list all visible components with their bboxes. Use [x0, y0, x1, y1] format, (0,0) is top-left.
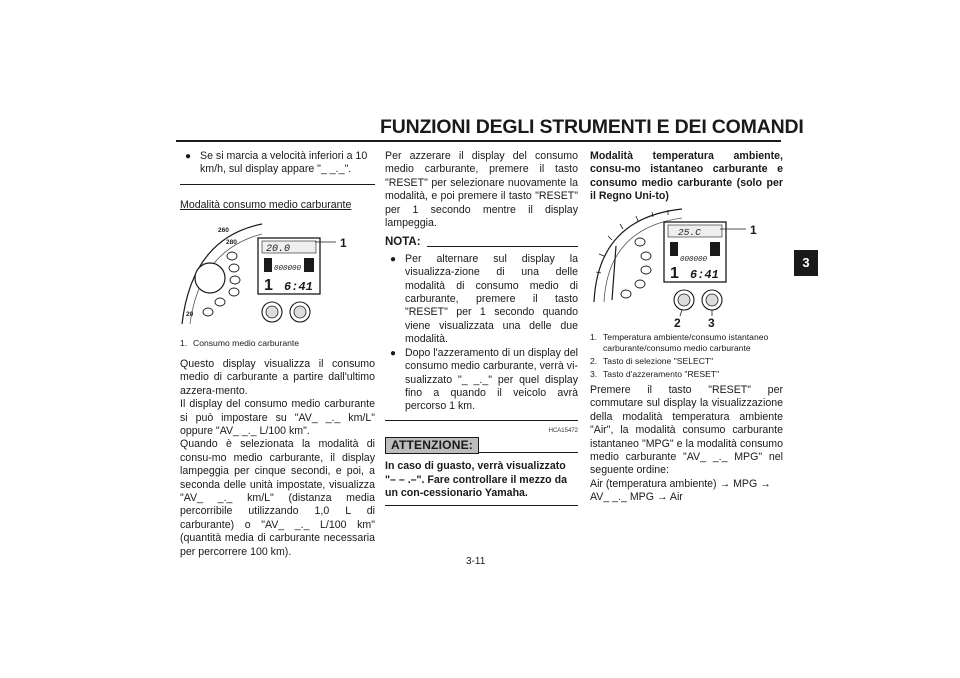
indicator-light [635, 280, 645, 288]
figure-caption-1: 1. Consumo medio carburante [180, 338, 300, 348]
fuel-gauge-bar [264, 258, 272, 272]
section-title-uk-modes: Modalità temperatura ambiente, consu-mo istantaneo carburante e consumo medio carburante (solo per il Regno Uni-to) [590, 150, 783, 203]
paragraph: Premere il tasto "RESET" per commutare sul display la visualizzazione della modalità temperatura ambiente "Air", la modalità consumo carburante istantaneo "MPG" e la modalità consumo medio carburante "AV_ _._ MPG" nel seguente ordine: [590, 384, 783, 477]
lcd-clock: 6:41 [690, 268, 719, 282]
indicator-light [230, 276, 240, 284]
nota-header [385, 236, 578, 249]
caption-text: Temperatura ambiente/consumo istantaneo carburante/consumo medio carburante [603, 332, 769, 353]
nota-label: NOTA: [385, 236, 421, 249]
temp-gauge-bar [304, 258, 314, 272]
lcd-gear: 1 [670, 265, 679, 282]
column-left-body [180, 358, 375, 559]
divider [385, 420, 578, 421]
column-middle [385, 150, 578, 506]
temp-gauge-bar [710, 242, 720, 256]
bullet-low-speed: ● Se si marcia a velocità inferiori a 10 km/h, sul display appare "_ _._". [180, 150, 375, 177]
divider [385, 505, 578, 506]
lcd-clock: 6:41 [284, 280, 313, 294]
caption-text: Tasto di selezione "SELECT" [603, 356, 714, 366]
nota-bullet: ● Per alternare sul display la visualizza-zione di una delle modalità di consumo medio di carburante, premere il tasto "RESET" per 1 secondo quando viene visualizzata una delle due modalità. [385, 253, 578, 347]
dashboard-figure-2 [590, 206, 783, 328]
paragraph: Quando è selezionata la modalità di consu-mo medio carburante, il display lampeggia per cinque secondi, e poi, a seconda delle unità impostate, visualizza "AV_ _._ km/L" (distanza media percorribile utilizzando 1,0 L di carburante) o "AV_ _._ L/100 km" (quantità media di carburante necessaria per percorrere 100 km). [180, 438, 375, 558]
lcd-gear: 1 [264, 277, 273, 294]
callout-2: 2 [674, 316, 681, 328]
gauge-center [195, 263, 225, 293]
indicator-light [641, 252, 651, 260]
callout-3: 3 [708, 316, 715, 328]
indicator-light [635, 238, 645, 246]
paragraph-reset-intro: Per azzerare il display del consumo medio carburante, premere il tasto "RESET" per selezionare nuovamente la modalità, e poi premere il tasto "RESET" per 1 secondo mentre il display lampeggia. [385, 150, 578, 230]
column-right-body [590, 384, 783, 505]
mode-sequence: Air (temperatura ambiente) → MPG → AV_ _._ MPG → Air [590, 477, 771, 504]
speed-mark-280: 280 [226, 239, 237, 246]
speed-mark-20: 20 [186, 311, 194, 318]
lcd-odometer: 000000 [680, 256, 708, 264]
column-left [180, 150, 375, 212]
section-title-average-consumption: Modalità consumo medio carburante [180, 198, 352, 211]
fuel-gauge-bar [670, 242, 678, 256]
page-title: FUNZIONI DEGLI STRUMENTI E DEI COMANDI [380, 116, 804, 138]
attention-label: ATTENZIONE: [385, 437, 479, 454]
nota-bullet: ● Dopo l'azzeramento di un display del consumo medio carburante, verrà vi-sualizzato "_ _._" per quel display fino a quando il veicolo avrà percorso 1 km. [385, 347, 578, 414]
paragraph: Questo display visualizza il consumo medio di carburante a partire dall'ultimo azzera-mento. [180, 358, 375, 397]
lcd-odometer: 000000 [274, 265, 302, 273]
chapter-tab: 3 [794, 250, 818, 276]
callout-1: 1 [750, 223, 757, 237]
indicator-light [641, 266, 651, 274]
doc-code: HCA15472 [548, 427, 578, 434]
attention-header [385, 437, 578, 454]
figure-caption-2: 1. Temperatura ambiente/consumo istantaneo carburante/consumo medio carburante 2. Tasto di selezione "SELECT" 3. Tasto d'azzeramento "RESET" [590, 332, 783, 380]
caption-text: Consumo medio carburante [193, 338, 300, 348]
paragraph: Il display del consumo medio carburante si può impostare su "AV_ _._ km/L" oppure "AV_ _._ L/100 km". [180, 398, 375, 438]
lcd-temperature: 25.C [678, 227, 701, 238]
divider [180, 184, 375, 185]
page-number: 3-11 [466, 556, 486, 567]
indicator-light [229, 288, 239, 296]
indicator-light [621, 290, 631, 298]
indicator-light [227, 252, 237, 260]
caption-text: Tasto d'azzeramento "RESET" [603, 369, 720, 379]
lcd-top-value: 20.0 [266, 244, 291, 255]
indicator-light [203, 308, 213, 316]
header-rule [176, 140, 781, 142]
attention-text: In caso di guasto, verrà visualizzato "– – .–". Fare controllare il mezzo da un con-cessionario Yamaha. [385, 460, 567, 499]
speed-mark-260: 260 [218, 227, 229, 234]
indicator-light [215, 298, 225, 306]
callout-1: 1 [340, 236, 347, 250]
indicator-light [229, 264, 239, 272]
dashboard-figure-1 [180, 220, 375, 328]
